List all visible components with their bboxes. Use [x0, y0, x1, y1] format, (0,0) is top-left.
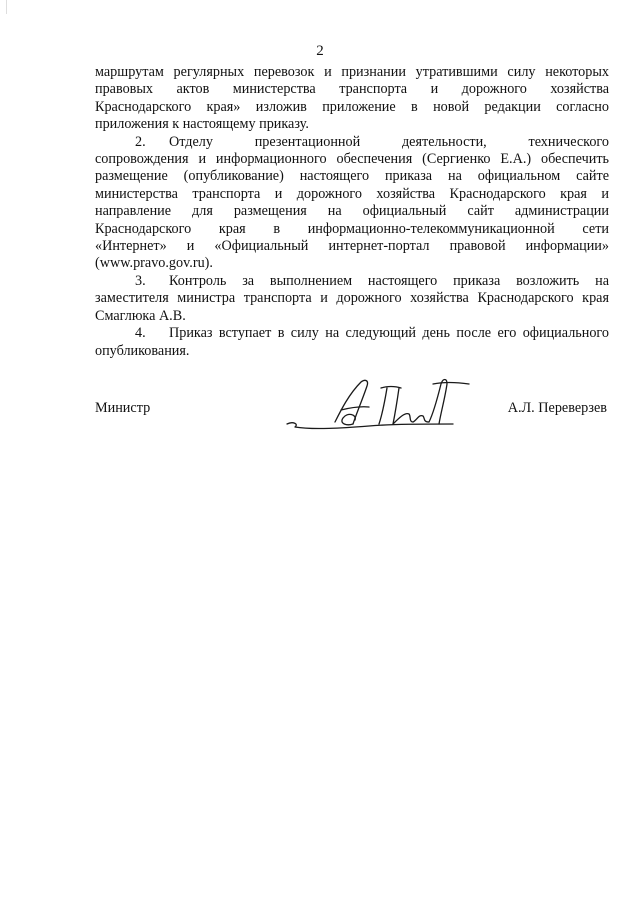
text-line: правовых актов министерства транспорта и дорожного хозяйства [95, 81, 609, 98]
text-line: маршрутам регулярных перевозок и признании утратившими силу некоторых [95, 64, 609, 80]
text-line: Смаглюка А.В. [95, 307, 186, 324]
text-line: Краснодарского края» изложив приложение в новой редакции согласно [95, 98, 609, 115]
paragraph-number: 4. [135, 325, 146, 342]
text-line: Отделу презентационной деятельности, технического [169, 133, 609, 150]
text-line: сопровождения и информационного обеспечения (Сергиенко Е.А.) обеспечить [95, 151, 609, 168]
text-line: Контроль за выполнением настоящего приказа возложить на [169, 272, 609, 289]
text-line: (www.pravo.gov.ru). [95, 255, 213, 272]
text-line: «Интернет» и «Официальный интернет-портал правовой информации» [95, 238, 609, 255]
paragraph-2 [95, 134, 609, 273]
page-number: 2 [316, 43, 324, 59]
paragraph-4 [95, 325, 609, 360]
scan-edge-mark [6, 0, 21, 14]
signatory-role: Министр [95, 400, 151, 416]
text-line-first [95, 134, 609, 151]
text-line: опубликования. [95, 342, 190, 359]
paragraph-number: 2. [135, 133, 146, 150]
text-line: приложения к настоящему приказу. [95, 116, 309, 133]
paragraph-number: 3. [135, 272, 146, 289]
document-body [95, 64, 609, 360]
handwritten-signature [283, 374, 483, 438]
paragraph-3 [95, 273, 609, 325]
text-line: заместителя министра транспорта и дорожного хозяйства Краснодарского края [95, 290, 609, 307]
paragraph-continuation [95, 64, 609, 134]
text-line: министерства транспорта и дорожного хозяйства Краснодарского края и [95, 185, 609, 202]
signatory-name: А.Л. Переверзев [507, 400, 607, 416]
text-line: направление для размещения на официальный сайт администрации [95, 203, 609, 220]
text-line: Приказ вступает в силу на следующий день после его официального [169, 325, 609, 342]
signature-block [95, 396, 609, 436]
text-line: Краснодарского края в информационно-телекоммуникационной сети [95, 220, 609, 237]
text-line-first [95, 325, 609, 342]
text-line: размещение (опубликование) настоящего приказа на официальном сайте [95, 168, 609, 185]
text-line-first [95, 273, 609, 290]
